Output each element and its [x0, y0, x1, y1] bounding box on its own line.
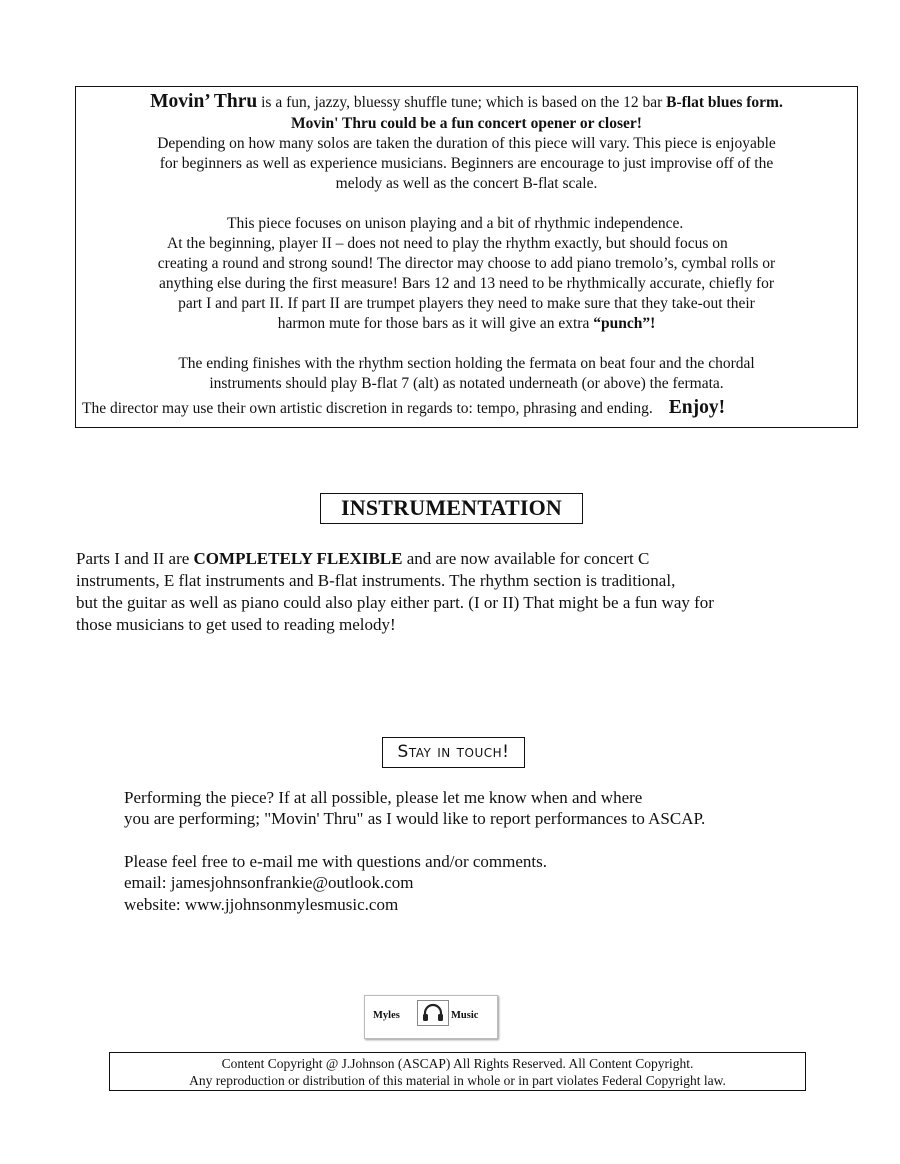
punch-line-text: harmon mute for those bars as it will give an extra [277, 315, 594, 332]
notes-line-10: part I and part II. If part II are trumpet players they need to make sure that they take-out their [178, 295, 755, 312]
notes-intro-line [76, 90, 857, 115]
logo-music-text: Music [451, 1010, 479, 1021]
contact-line-1: Performing the piece? If at all possible, please let me know when and where [124, 788, 643, 807]
notes-line-13: instruments should play B-flat 7 (alt) as notated underneath (or above) the fermata. [209, 375, 724, 392]
notes-line-4: for beginners as well as experience musicians. Beginners are encourage to just improvise off of the [159, 155, 774, 172]
website-line[interactable]: website: www.jjohnsonmylesmusic.com [124, 895, 399, 914]
contact-line-3: Please feel free to e-mail me with questions and/or comments. [124, 852, 547, 871]
blues-form-text: B-flat blues form. [666, 94, 783, 111]
piece-title: Movin’ Thru [150, 91, 258, 112]
enjoy-text: Enjoy! [668, 397, 726, 418]
headphones-icon [417, 1000, 449, 1026]
notes-line-8: creating a round and strong sound! The director may choose to add piano tremolo’s, cymbal rolls or [157, 255, 776, 272]
email-line[interactable]: email: jamesjohnsonfrankie@outlook.com [124, 873, 414, 892]
notes-line-6: This piece focuses on unison playing and a bit of rhythmic independence. [227, 215, 684, 232]
instrumentation-line-3: but the guitar as well as piano could also play either part. (I or II) That might be a fun way for [76, 593, 714, 612]
notes-line-12: The ending finishes with the rhythm section holding the fermata on beat four and the chordal [178, 355, 755, 372]
copyright-line-1: Content Copyright @ J.Johnson (ASCAP) All Rights Reserved. All Content Copyright. [221, 1056, 694, 1071]
myles-music-logo [364, 995, 498, 1039]
notes-line-3: Depending on how many solos are taken the duration of this piece will vary. This piece is enjoyable [157, 135, 776, 152]
copyright-box [109, 1052, 806, 1091]
punch-text: “punch”! [593, 315, 656, 332]
notes-intro-text: is a fun, jazzy, bluessy shuffle tune; which is based on the 12 bar [257, 94, 667, 111]
director-discretion-text: The director may use their own artistic discretion in regards to: tempo, phrasing and ending. [82, 400, 653, 417]
notes-line-9: anything else during the first measure! Bars 12 and 13 need to be rhythmically accurate, chiefly for [158, 275, 775, 292]
instrumentation-line-2: instruments, E flat instruments and B-flat instruments. The rhythm section is traditional, [76, 571, 676, 590]
completely-flexible-text: COMPLETELY FLEXIBLE [193, 549, 403, 568]
notes-opener-line: Movin' Thru could be a fun concert opener or closer! [291, 115, 642, 132]
notes-line-14 [82, 396, 725, 421]
notes-line-5: melody as well as the concert B-flat scale. [335, 175, 598, 192]
contact-line-2: you are performing; "Movin' Thru" as I would like to report performances to ASCAP. [124, 809, 706, 828]
instrumentation-line-4: those musicians to get used to reading melody! [76, 615, 396, 634]
instrumentation-line-1-start: Parts I and II are [76, 549, 194, 568]
notes-line-7: At the beginning, player II – does not need to play the rhythm exactly, but should focus on [167, 235, 728, 252]
copyright-line-2: Any reproduction or distribution of this material in whole or in part violates Federal Copyright law. [189, 1073, 726, 1088]
logo-myles-text: Myles [373, 1010, 400, 1021]
stay-in-touch-heading: Stay in touch! [382, 737, 525, 768]
instrumentation-line-1-end: and are now available for concert C [402, 549, 650, 568]
instrumentation-line-1 [76, 548, 649, 570]
instrumentation-heading: INSTRUMENTATION [320, 493, 583, 524]
notes-line-11 [76, 314, 857, 334]
performance-notes-box [75, 86, 858, 428]
